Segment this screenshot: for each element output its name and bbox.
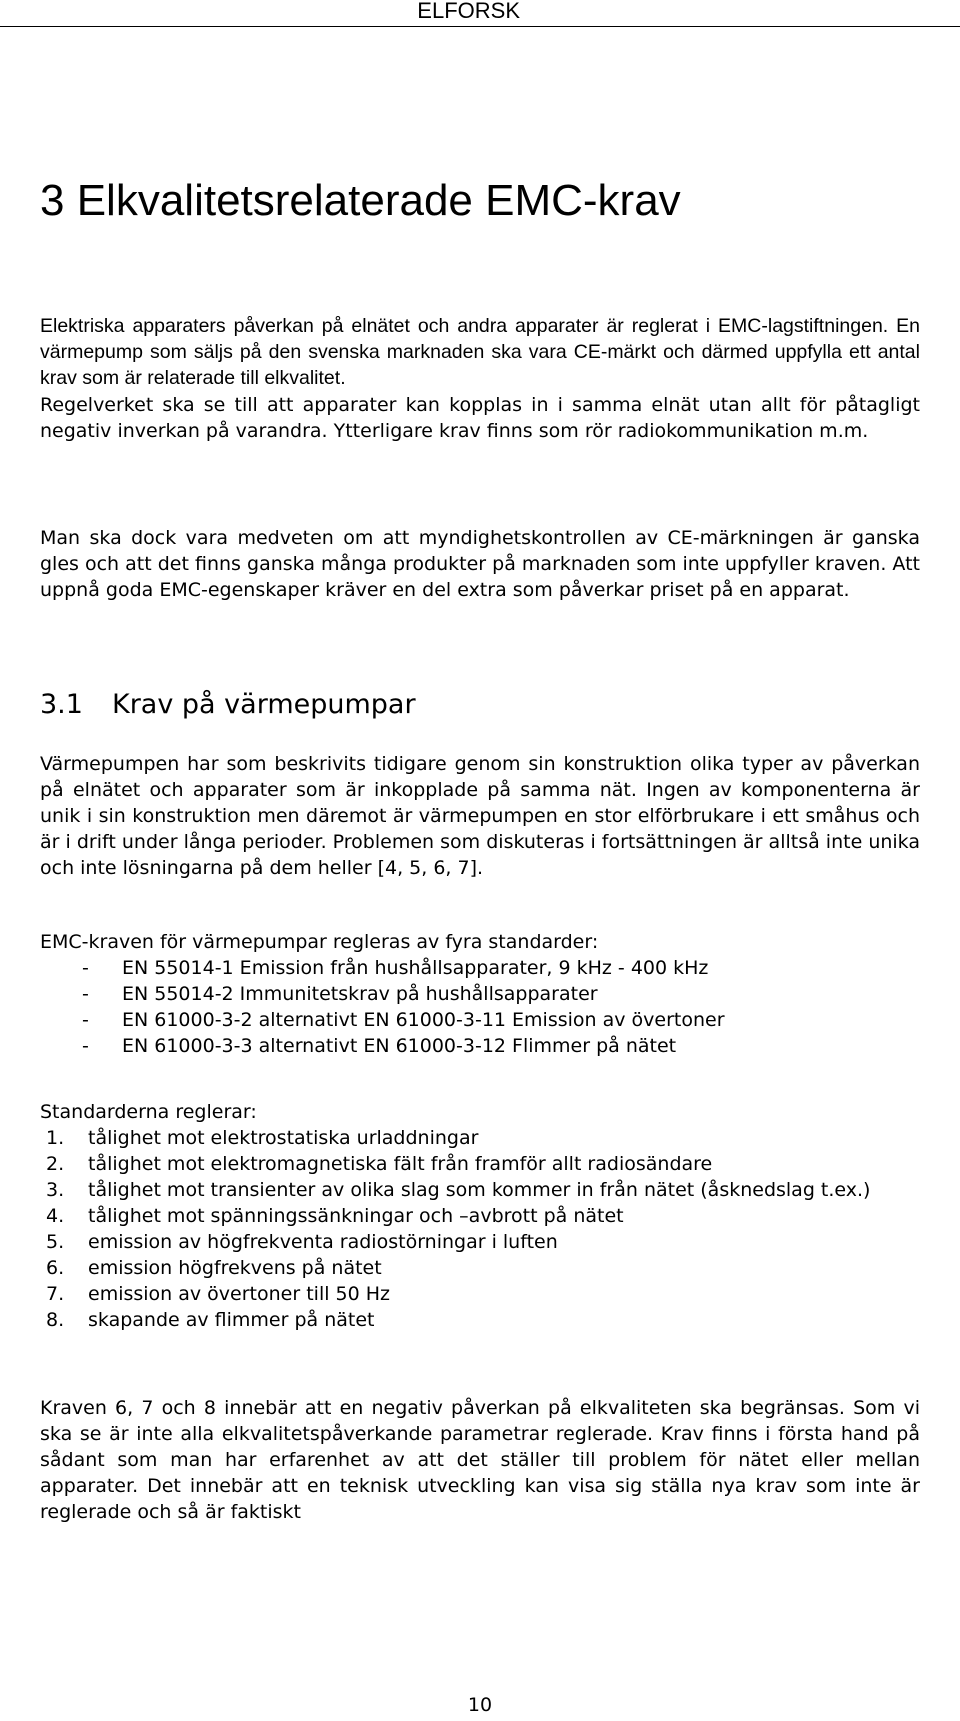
list-item-text: EN 61000-3-3 alternativt EN 61000-3-12 Flimmer på nätet — [122, 1035, 677, 1057]
list-number: 7. — [46, 1283, 65, 1305]
list-item — [40, 1007, 920, 1033]
list-number: 5. — [46, 1231, 65, 1253]
list-item-text: EN 55014-1 Emission från hushållsapparater, 9 kHz - 400 kHz — [122, 957, 709, 979]
list-number: 1. — [46, 1127, 65, 1149]
list-item-text: skapande av flimmer på nätet — [88, 1309, 375, 1331]
list-number: 4. — [46, 1205, 65, 1227]
list-item — [40, 1229, 920, 1255]
paragraph-ce-marking: Man ska dock vara medveten om att myndighetskontrollen av CE-märkningen är ganska gles och att det finns ganska många produkter på marknaden som inte uppfyller kraven. Att uppnå goda EMC-egenskaper kräver en del extra som påverkar priset på en apparat. — [40, 527, 920, 601]
page-number: 10 — [467, 1694, 493, 1716]
list-item — [40, 1177, 920, 1203]
list-item-text: EN 61000-3-2 alternativt EN 61000-3-11 Emission av övertoner — [122, 1009, 725, 1031]
standards-intro: EMC-kraven för värmepumpar regleras av fyra standarder: — [40, 931, 599, 953]
list-item — [40, 981, 920, 1007]
list-item-text: tålighet mot transienter av olika slag som kommer in från nätet (åsknedslag t.ex.) — [88, 1179, 871, 1201]
regulates-intro: Standarderna reglerar: — [40, 1101, 257, 1123]
list-number: 8. — [46, 1309, 65, 1331]
list-item-text: tålighet mot elektromagnetiska fält från framför allt radiosändare — [88, 1153, 713, 1175]
dash-marker: - — [82, 1009, 89, 1031]
header-title: ELFORSK — [417, 0, 520, 23]
paragraph-section-intro: Värmepumpen har som beskrivits tidigare genom sin konstruktion olika typer av påverkan på elnätet och apparater som är inkopplade på samma nät. Ingen av komponenterna är unik i sin konstruktion men däremot är värmepumpen en stor elförbrukare i ett småhus och är i drift under långa perioder. Problemen som diskuteras i fortsättningen är alltså inte unika och inte lösningarna på dem heller [4, 5, 6, 7]. — [40, 753, 920, 879]
list-item — [40, 955, 920, 981]
chapter-title: 3 Elkvalitetsrelaterade EMC-krav — [40, 176, 681, 225]
list-item-text: tålighet mot elektrostatiska urladdningar — [88, 1127, 479, 1149]
list-number: 3. — [46, 1179, 65, 1201]
list-item-text: emission av övertoner till 50 Hz — [88, 1283, 391, 1305]
list-item — [40, 1033, 920, 1059]
list-item — [40, 1281, 920, 1307]
dash-marker: - — [82, 983, 89, 1005]
list-number: 2. — [46, 1153, 65, 1175]
list-item-text: tålighet mot spänningssänkningar och –avbrott på nätet — [88, 1205, 624, 1227]
section-number: 3.1 — [40, 689, 83, 720]
list-item-text: EN 55014-2 Immunitetskrav på hushållsapparater — [122, 983, 598, 1005]
paragraph-intro-2: Regelverket ska se till att apparater kan kopplas in i samma elnät utan allt för påtagligt negativ inverkan på varandra. Ytterligare krav finns som rör radiokommunikation m.m. — [40, 394, 920, 442]
list-number: 6. — [46, 1257, 65, 1279]
paragraph-closing: Kraven 6, 7 och 8 innebär att en negativ påverkan på elkvaliteten ska begränsas. Som vi ska se är inte alla elkvalitetspåverkande parametrar reglerade. Krav finns i första hand på sådant som man har erfarenhet av att det ställer till problem för nätet eller mellan apparater. Det innebär att en teknisk utveckling kan visa sig ställa nya krav som inte är reglerade och så är faktiskt — [40, 1397, 920, 1523]
list-item — [40, 1151, 920, 1177]
list-item-text: emission högfrekvens på nätet — [88, 1257, 382, 1279]
list-item — [40, 1255, 920, 1281]
regulates-list — [40, 1125, 920, 1333]
list-item-text: emission av högfrekventa radiostörningar i luften — [88, 1231, 558, 1253]
list-item — [40, 1307, 920, 1333]
dash-marker: - — [82, 957, 89, 979]
paragraph-intro-1: Elektriska apparaters påverkan på elnätet och andra apparater är reglerat i EMC-lagstiftningen. En värmepump som säljs på den svenska marknaden ska vara CE-märkt och därmed uppfylla ett antal krav som är relaterade till elkvalitet. — [40, 315, 920, 389]
list-item — [40, 1203, 920, 1229]
list-item — [40, 1125, 920, 1151]
dash-marker: - — [82, 1035, 89, 1057]
standards-list — [40, 955, 920, 1059]
section-heading-text: Krav på värmepumpar — [112, 689, 416, 720]
section-title — [40, 688, 416, 722]
